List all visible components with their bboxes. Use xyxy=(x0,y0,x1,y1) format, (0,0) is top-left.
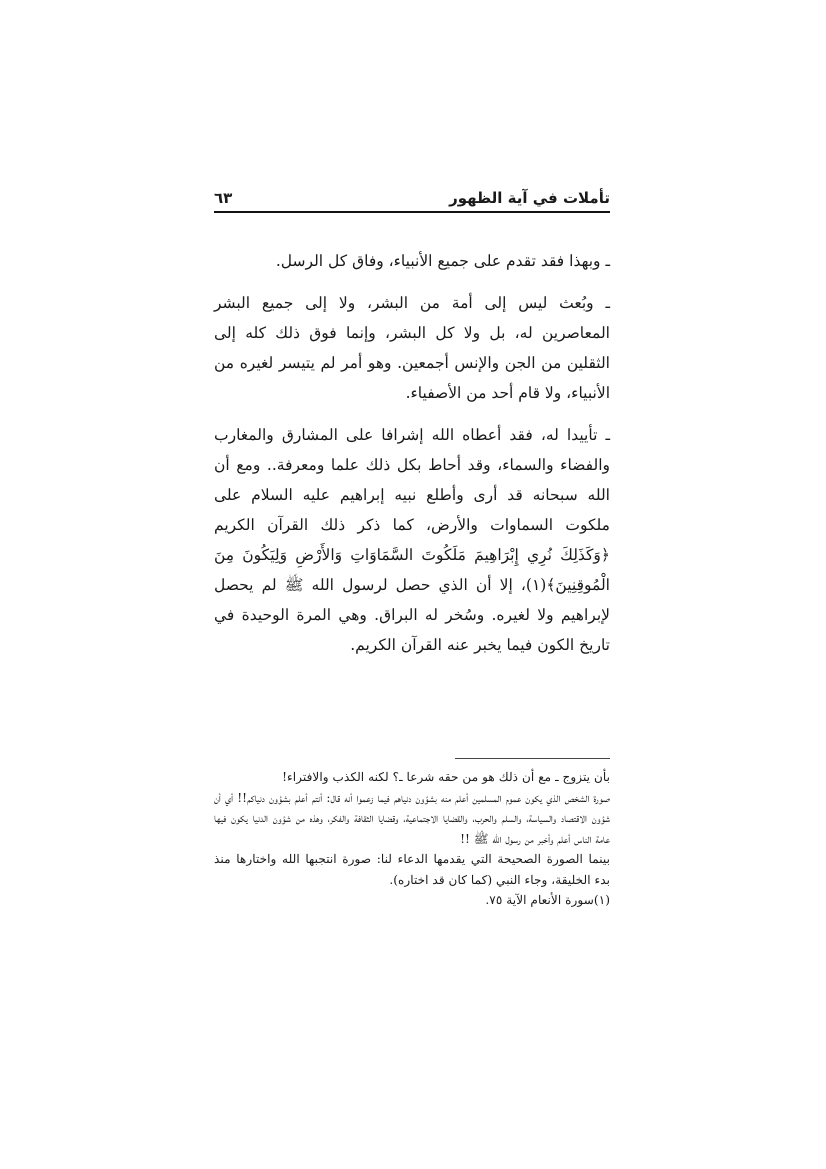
paragraph-2: ـ وبُعث ليس إلى أمة من البشر، ولا إلى جميع البشر المعاصرين له، بل ولا كل البشر، وإنما فوق ذلك كله إلى الثقلين من الجن والإنس أجمعين. وهو أمر لم يتيسر لغيره من الأنبياء، ولا قام أحد من الأصفياء. xyxy=(214,294,610,402)
footnote-line-4: (١)سورة الأنعام الآية ٧٥. xyxy=(485,893,610,907)
footnote-line-1: بأن يتزوج ـ مع أن ذلك هو من حقه شرعا ـ؟ لكنه الكذب والافتراء! xyxy=(282,770,610,784)
header-rule xyxy=(214,211,610,213)
footnotes xyxy=(214,767,610,911)
page-number: ٦٣ xyxy=(214,189,233,207)
page-header xyxy=(214,186,610,210)
footnote-separator xyxy=(455,758,610,759)
footnote-line-2: صورة الشخص الذي يكون عموم المسلمين أعلم منه بشؤون دنياهم فيما زعموا أنه قال: أنتم أعلم بشؤون دنياكم!! أي أن شؤون الاقتصاد والسياسة، والسلم والحرب، والقضايا الاجتماعية، وقضايا الثقافة والفكر، وهذه من شؤون الدنيا يكون فيها عامة الناس أعلم وأخبر من رسول الله ﷺ !! xyxy=(214,790,610,846)
running-title: تأملات في آية الظهور xyxy=(449,189,610,207)
footnote-line-3: بينما الصورة الصحيحة التي يقدمها الدعاء لنا: صورة انتجبها الله واختارها منذ بدء الخليقة، وجاء النبي (كما كان قد اختاره). xyxy=(214,852,610,887)
paragraph-1: ـ وبهذا فقد تقدم على جميع الأنبياء، وفاق كل الرسل. xyxy=(275,252,610,270)
paragraph-3: ـ تأييدا له، فقد أعطاه الله إشرافا على المشارق والمغارب والفضاء والسماء، وقد أحاط بكل ذلك علما ومعرفة.. ومع أن الله سبحانه قد أرى وأطلع نبيه إبراهيم عليه السلام على ملكوت السماوات والأرض، كما ذكر ذلك القرآن الكريم ﴿وَكَذَلِكَ نُرِي إِبْرَاهِيمَ مَلَكُوتَ السَّمَاوَاتِ وَالأَرْضِ وَلِيَكُونَ مِنَ الْمُوقِنِينَ﴾(١)، إلا أن الذي حصل لرسول الله ﷺ لم يحصل لإبراهيم ولا لغيره. وسُخر له البراق. وهي المرة الوحيدة في تاريخ الكون فيما يخبر عنه القرآن الكريم. xyxy=(214,426,610,654)
main-text xyxy=(214,246,610,672)
